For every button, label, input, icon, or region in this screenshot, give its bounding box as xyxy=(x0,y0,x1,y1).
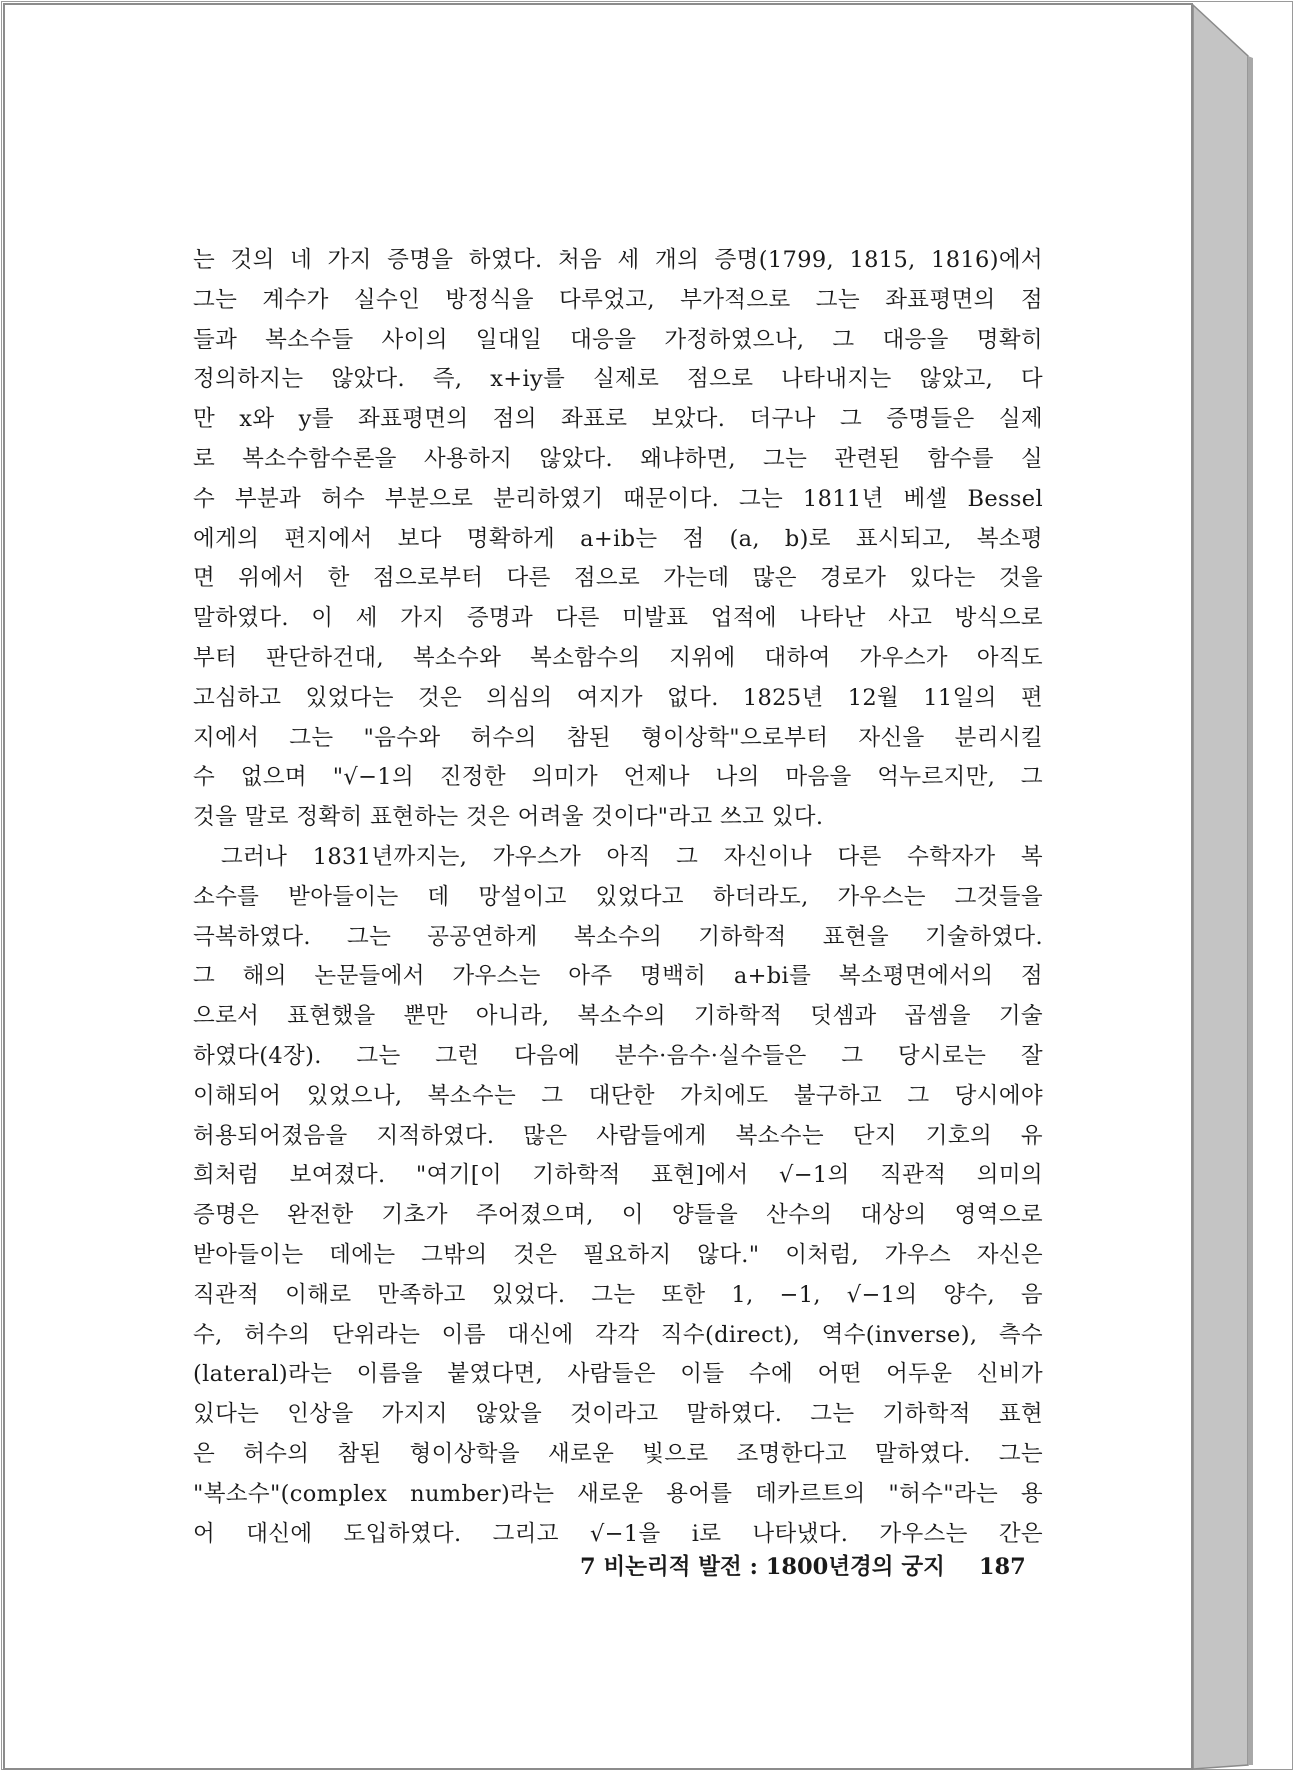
text-line: 들과 복소수들 사이의 일대일 대응을 가정하였으나, 그 대응을 명확히 xyxy=(193,326,1043,353)
text-line: 에게의 편지에서 보다 명확하게 a+ib는 점 (a, b)로 표시되고, 복소평 xyxy=(193,525,1043,552)
text-line: 이해되어 있었으나, 복소수는 그 대단한 가치에도 불구하고 그 당시에야 xyxy=(193,1082,1043,1109)
text-line: 어 대신에 도입하였다. 그리고 √−1을 i로 나타냈다. 가우스는 간은 xyxy=(193,1520,1043,1547)
text-line: 직관적 이해로 만족하고 있었다. 그는 또한 1, −1, √−1의 양수, 음 xyxy=(193,1281,1043,1308)
text-line: 으로서 표현했을 뿐만 아니라, 복소수의 기하학적 덧셈과 곱셈을 기술 xyxy=(193,1003,1043,1030)
text-line: 는 것의 네 가지 증명을 하였다. 처음 세 개의 증명(1799, 1815, 1816)에서 xyxy=(193,247,1043,273)
text-line: 수 부분과 허수 부분으로 분리하였기 때문이다. 그는 1811년 베셀 Bessel xyxy=(193,485,1043,512)
text-line: 희처럼 보여졌다. "여기[이 기하학적 표현]에서 √−1의 직관적 의미의 xyxy=(193,1162,1043,1189)
text-line: 로 복소수함수론을 사용하지 않았다. 왜냐하면, 그는 관련된 함수를 실 xyxy=(193,445,1043,472)
text-line: 면 위에서 한 점으로부터 다른 점으로 가는데 많은 경로가 있다는 것을 xyxy=(193,565,1043,592)
text-line: 하였다(4장). 그는 그런 다음에 분수·음수·실수들은 그 당시로는 잘 xyxy=(193,1042,1043,1069)
paragraph-start-line: 그러나 1831년까지는, 가우스가 아직 그 자신이나 다른 수학자가 복 xyxy=(221,843,1043,870)
text-line: "복소수"(complex number)라는 새로운 용어를 데카르트의 "허수"라는 용 xyxy=(193,1480,1043,1507)
text-line: 은 허수의 참된 형이상학을 새로운 빛으로 조명한다고 말하였다. 그는 xyxy=(193,1440,1043,1467)
book-side-shadow xyxy=(1248,56,1253,1765)
text-line: 그 해의 논문들에서 가우스는 아주 명백히 a+bi를 복소평면에서의 점 xyxy=(193,963,1043,990)
text-line: 증명은 완전한 기초가 주어졌으며, 이 양들을 산수의 대상의 영역으로 xyxy=(193,1202,1043,1229)
text-line: 받아들이는 데에는 그밖의 것은 필요하지 않다." 이처럼, 가우스 자신은 xyxy=(193,1241,1043,1268)
chapter-title: 7 비논리적 발전 : 1800년경의 궁지 xyxy=(580,1554,945,1580)
text-line: 수 없으며 "√−1의 진정한 의미가 언제나 나의 마음을 억누르지만, 그 xyxy=(193,764,1043,791)
text-line: 그는 계수가 실수인 방정식을 다루었고, 부가적으로 그는 좌표평면의 점 xyxy=(193,286,1043,313)
text-line: 고심하고 있었다는 것은 의심의 여지가 없다. 1825년 12월 11일의 편 xyxy=(193,684,1043,711)
text-line: 부터 판단하건대, 복소수와 복소함수의 지위에 대하여 가우스가 아직도 xyxy=(193,644,1043,671)
text-line: 수, 허수의 단위라는 이름 대신에 각각 직수(direct), 역수(inverse), 측수 xyxy=(193,1321,1043,1348)
text-line: 허용되어졌음을 지적하였다. 많은 사람들에게 복소수는 단지 기호의 유 xyxy=(193,1122,1043,1149)
text-line: 소수를 받아들이는 데 망설이고 있었다고 하더라도, 가우스는 그것들을 xyxy=(193,883,1043,910)
book-side-face xyxy=(1193,5,1248,1769)
text-line: 있다는 인상을 가지지 않았을 것이라고 말하였다. 그는 기하학적 표현 xyxy=(193,1401,1043,1428)
text-line: 정의하지는 않았다. 즉, x+iy를 실제로 점으로 나타내지는 않았고, 다 xyxy=(193,366,1043,393)
text-line: 지에서 그는 "음수와 허수의 참된 형이상학"으로부터 자신을 분리시킬 xyxy=(193,724,1043,751)
page-number: 187 xyxy=(978,1554,1026,1580)
text-line: 만 x와 y를 좌표평면의 점의 좌표로 보았다. 더구나 그 증명들은 실제 xyxy=(193,406,1043,433)
text-line: 극복하였다. 그는 공공연하게 복소수의 기하학적 표현을 기술하였다. xyxy=(193,923,1043,950)
text-line: (lateral)라는 이름을 붙였다면, 사람들은 이들 수에 어떤 어두운 신비가 xyxy=(193,1361,1043,1388)
text-line: 말하였다. 이 세 가지 증명과 다른 미발표 업적에 나타난 사고 방식으로 xyxy=(193,605,1043,632)
paragraph-end-line: 것을 말로 정확히 표현하는 것은 어려울 것이다"라고 쓰고 있다. xyxy=(193,804,824,831)
